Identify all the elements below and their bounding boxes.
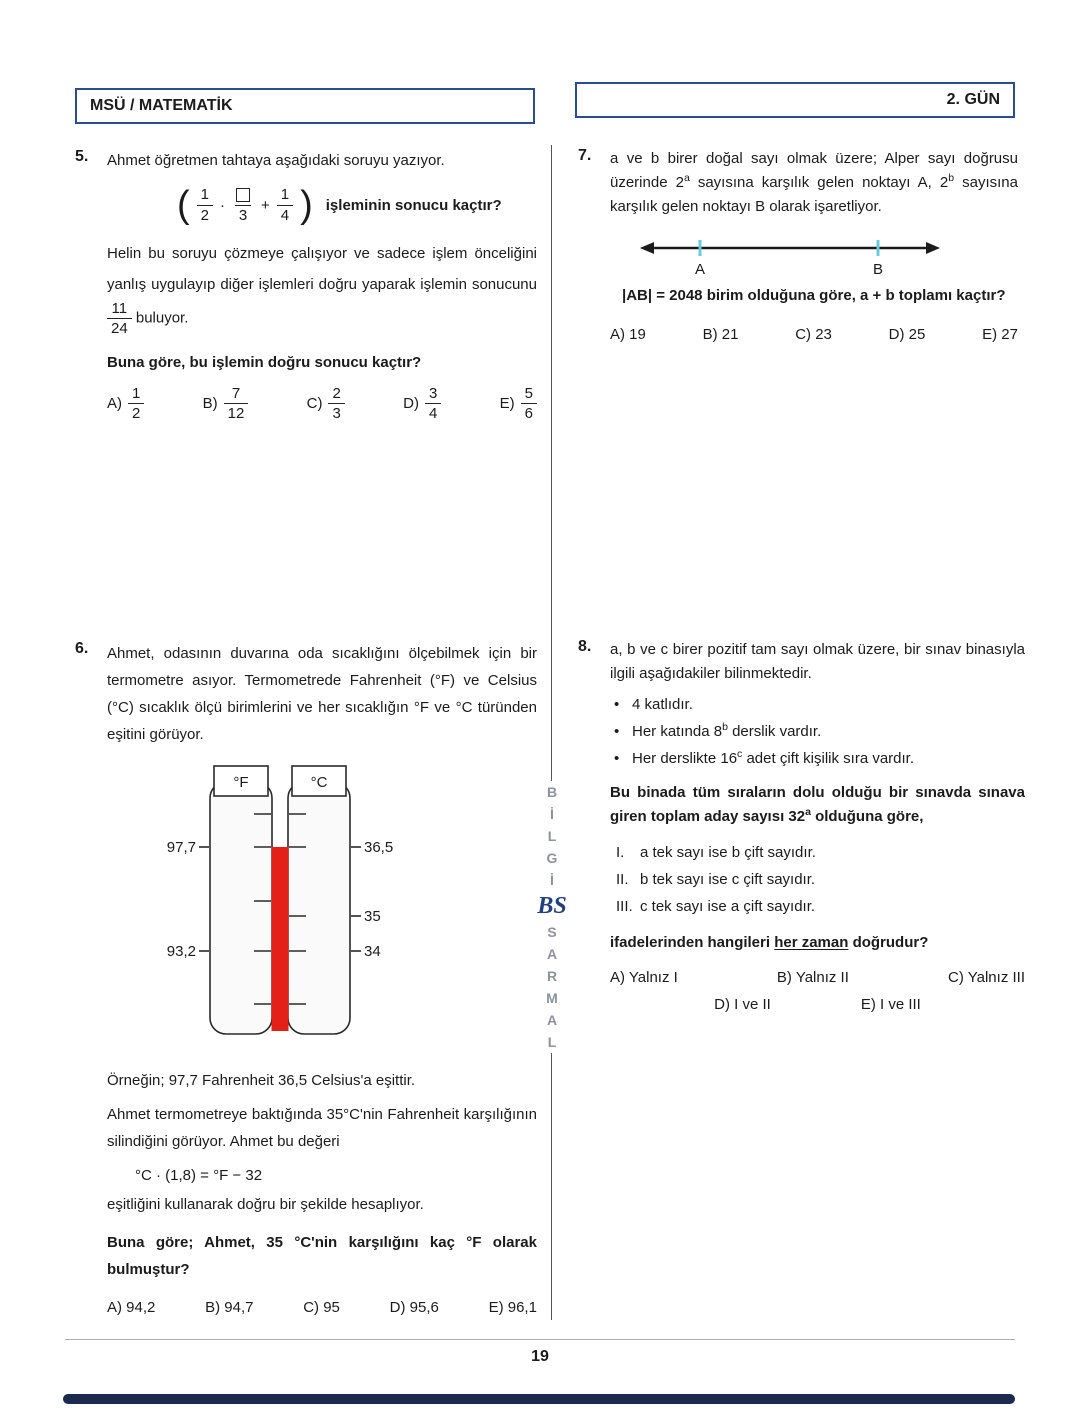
bullet-item: [610, 750, 1025, 767]
question-intro: [610, 147, 1018, 219]
celsius-value-34: 34: [364, 943, 381, 960]
left-arrowhead: [640, 242, 654, 254]
celsius-tube: [288, 782, 350, 1034]
numerator: 1: [280, 186, 290, 204]
watermark-letter: M: [546, 990, 558, 1006]
watermark-letter: A: [546, 1012, 558, 1028]
option-c: [307, 385, 345, 423]
exam-day: 2. GÜN: [946, 91, 1000, 108]
watermark-letter: R: [546, 968, 558, 984]
question-number: 6.: [75, 640, 89, 657]
multiply-operator: ·: [220, 196, 225, 214]
bullet-text-part: Her katında 8: [632, 723, 723, 740]
option-label: A): [107, 394, 122, 412]
answer-options: [610, 326, 1018, 343]
question-statement: [610, 781, 1025, 829]
denominator: 2: [128, 403, 144, 422]
option-e: E) 96,1: [488, 1299, 537, 1316]
stem-text: ifadelerinden hangileri: [610, 934, 775, 951]
option-label: B): [202, 394, 218, 412]
option-a: A) Yalnız I: [610, 969, 678, 986]
option-a: A) 19: [610, 326, 646, 343]
bullet-text-part: 4 katlıdır.: [632, 696, 693, 713]
question-intro: a, b ve c birer pozitif tam sayı olmak üzere, bir sınav binasıyla ilgili aşağıdakiler bilinmektedir.: [610, 641, 1025, 682]
question-paragraph: Ahmet termometreye baktığında 35°C'nin Fahrenheit karşılığının silindiğini görüyor. Ahmet bu değeri: [107, 1106, 537, 1150]
empty-box-placeholder: [236, 188, 250, 202]
open-paren: (: [177, 184, 190, 226]
bullet-text: [632, 696, 693, 713]
item-label: I.: [616, 844, 625, 861]
option-d: D) 95,6: [389, 1299, 439, 1316]
option-e: E) 27: [982, 326, 1018, 343]
question-paragraph: [107, 238, 537, 338]
numerator: 1: [132, 384, 141, 402]
question-body: [610, 638, 1025, 1013]
formula-suffix: işleminin sonucu kaçtır?: [325, 196, 502, 214]
right-arrowhead: [926, 242, 940, 254]
bullet-icon: •: [614, 723, 620, 740]
statement-text: Bu binada tüm sıraların dolu olduğu bir sınavda sınava giren toplam aday sayısı 32: [610, 784, 1025, 825]
stem-text: doğrudur?: [848, 934, 929, 951]
example-text: Örneğin; 97,7 Fahrenheit 36,5 Celsius'a eşittir.: [107, 1072, 416, 1089]
watermark-letter: B: [546, 784, 558, 800]
option-c: C) 23: [795, 326, 832, 343]
item-ii: [610, 866, 1025, 893]
close-paren: ): [300, 184, 313, 226]
question-8: [578, 638, 1025, 1013]
intro-text: sayısına karşılık gelen noktayı B olarak işaretliyor.: [610, 174, 1018, 215]
watermark-letter: A: [546, 946, 558, 962]
fraction: [521, 385, 537, 423]
denominator: 12: [224, 403, 249, 422]
option-b: B) 94,7: [205, 1299, 254, 1316]
paragraph-text: buluyor.: [135, 309, 189, 327]
option-e: E) I ve III: [860, 996, 921, 1013]
fahrenheit-tube: [210, 782, 272, 1034]
fraction: [197, 186, 213, 224]
denominator: 3: [235, 205, 251, 224]
option-b: B) Yalnız II: [776, 969, 849, 986]
result-fraction: [107, 300, 132, 338]
publisher-watermark: [537, 781, 567, 1053]
bullet-text-part: Her derslikte 16: [632, 750, 738, 767]
question-intro: Ahmet, odasının duvarına oda sıcaklığını ölçebilmek için bir termometre asıyor. Termometrede Fahrenheit (°F) ve Celsius (°C) sıcaklık ölçü birimlerini ve her sıcaklığın °F ve °C türünden eşitini görüyor.: [107, 645, 537, 743]
celsius-value-365: 36,5: [364, 839, 394, 856]
item-text: b tek sayı ise c çift sayıdır.: [640, 871, 816, 888]
roman-numeral-items: [610, 839, 1025, 920]
question-5: [75, 148, 537, 422]
exam-day-box: [575, 82, 1015, 118]
watermark-letter: L: [547, 1034, 557, 1050]
question-body: [107, 640, 537, 1316]
option-label: C): [306, 394, 323, 412]
exam-title-box: [75, 88, 535, 124]
item-iii: [610, 893, 1025, 920]
paragraph-text: Helin bu soruyu çözmeye çalışıyor ve sadece işlem önceliğini yanlış uygulayıp diğer işlemleri doğru yaparak işlemin sonucunu: [107, 245, 537, 293]
fraction: [224, 385, 249, 423]
question-body: [610, 147, 1018, 343]
option-a: [107, 385, 144, 423]
question-number: 5.: [75, 148, 89, 165]
question-7: [578, 147, 1018, 343]
exam-title: MSÜ / MATEMATİK: [90, 97, 233, 114]
numerator: 7: [231, 384, 241, 402]
denominator: 24: [107, 318, 132, 337]
watermark-letter: İ: [550, 872, 554, 888]
question-stem: Buna göre, bu işlemin doğru sonucu kaçtır?: [107, 353, 422, 371]
bullet-exponent: b: [722, 721, 728, 733]
answer-options: [107, 1299, 537, 1316]
item-text: a tek sayı ise b çift sayıdır.: [640, 844, 816, 861]
option-c: C) 95: [303, 1299, 340, 1316]
watermark-letter: İ: [550, 806, 554, 822]
option-d: D) I ve II: [714, 996, 771, 1013]
option-b: [203, 385, 249, 423]
question-paragraph: eşitliğini kullanarak doğru bir şekilde hesaplıyor.: [107, 1196, 424, 1213]
item-i: [610, 839, 1025, 866]
bullet-text-part: derslik vardır.: [727, 723, 822, 740]
bullet-item: [610, 723, 1025, 740]
stem-underlined-text: her zaman: [774, 934, 849, 951]
intro-text: sayısına karşılık gelen noktayı A, 2: [689, 174, 949, 191]
item-text: c tek sayı ise a çift sayıdır.: [640, 898, 816, 915]
bullet-item: [610, 696, 1025, 713]
footer-divider: [65, 1339, 1015, 1340]
item-label: II.: [616, 871, 629, 888]
point-a-label: A: [694, 261, 706, 277]
bullet-icon: •: [614, 696, 620, 713]
option-label: E): [499, 394, 515, 412]
fraction: [328, 385, 344, 423]
bullet-text: [632, 750, 914, 767]
page-number: 19: [531, 1348, 549, 1365]
answer-options-row-1: [610, 969, 1025, 986]
statement-exponent: a: [805, 806, 811, 818]
bullet-exponent: c: [737, 748, 743, 760]
question-stem: [610, 934, 1025, 951]
fraction: [425, 385, 441, 423]
celsius-unit-label: °C: [310, 774, 328, 791]
question-stem: Buna göre; Ahmet, 35 °C'nin karşılığını kaç °F olarak bulmuştur?: [107, 1234, 537, 1278]
question-number: 8.: [578, 638, 592, 655]
number-line-diagram: [640, 233, 940, 277]
item-label: III.: [616, 898, 633, 915]
footer-bar: [63, 1394, 1015, 1404]
fraction-with-box: [232, 186, 254, 224]
watermark-letter: L: [547, 828, 557, 844]
denominator: 4: [425, 403, 441, 422]
publisher-logo-icon: BS: [537, 893, 567, 919]
denominator: 6: [521, 403, 537, 422]
option-e: [500, 385, 537, 423]
numerator: 1: [200, 186, 209, 204]
exponent-b: b: [948, 172, 955, 184]
numerator: 5: [524, 384, 533, 402]
option-d: D) 25: [888, 326, 926, 343]
celsius-value-35: 35: [364, 908, 381, 925]
conversion-equation: °C · (1,8) = °F − 32: [135, 1167, 263, 1184]
option-d: [403, 385, 441, 423]
fraction: [128, 385, 144, 423]
option-c: C) Yalnız III: [948, 969, 1025, 986]
question-intro: Ahmet öğretmen tahtaya aşağıdaki soruyu yazıyor.: [107, 152, 445, 169]
question-6: [75, 640, 537, 1316]
math-expression: [177, 186, 537, 224]
numerator: 11: [111, 300, 128, 317]
bullet-icon: •: [614, 750, 620, 767]
denominator: 4: [277, 205, 293, 224]
question-number: 7.: [578, 147, 592, 164]
numerator: 3: [428, 384, 438, 402]
column-divider: [551, 145, 552, 1320]
bullet-text-part: adet çift kişilik sıra vardır.: [742, 750, 915, 767]
bullet-text: [632, 723, 821, 740]
point-b-label: B: [872, 261, 884, 277]
watermark-letter: S: [547, 924, 557, 940]
watermark-letter: G: [546, 850, 558, 866]
fahrenheit-value-977: 97,7: [166, 839, 196, 856]
numerator: 2: [332, 384, 341, 402]
fahrenheit-value-932: 93,2: [166, 943, 196, 960]
numerator: [232, 186, 254, 204]
answer-options: [107, 385, 537, 423]
number-line-svg: [640, 233, 940, 277]
thermometer-diagram: [155, 764, 405, 1056]
question-body: [107, 148, 537, 422]
mercury-column: [272, 847, 289, 1031]
question-stem: |AB| = 2048 birim olduğuna göre, a + b toplamı kaçtır?: [622, 287, 1006, 304]
plus-operator: +: [261, 196, 270, 214]
denominator: 3: [328, 403, 344, 422]
denominator: 2: [197, 205, 213, 224]
thermometer-svg: [155, 764, 405, 1056]
fraction: [277, 186, 293, 224]
answer-options-row-2: [610, 996, 1025, 1013]
option-label: D): [403, 394, 419, 412]
statement-text: olduğuna göre,: [810, 808, 924, 825]
exponent-a: a: [683, 172, 690, 184]
fahrenheit-unit-label: °F: [233, 774, 249, 791]
option-a: A) 94,2: [107, 1299, 156, 1316]
intro-text: a ve b birer doğal sayı olmak üzere; Alper sayı doğrusu üzerinde 2: [610, 150, 1018, 191]
option-b: B) 21: [702, 326, 739, 343]
